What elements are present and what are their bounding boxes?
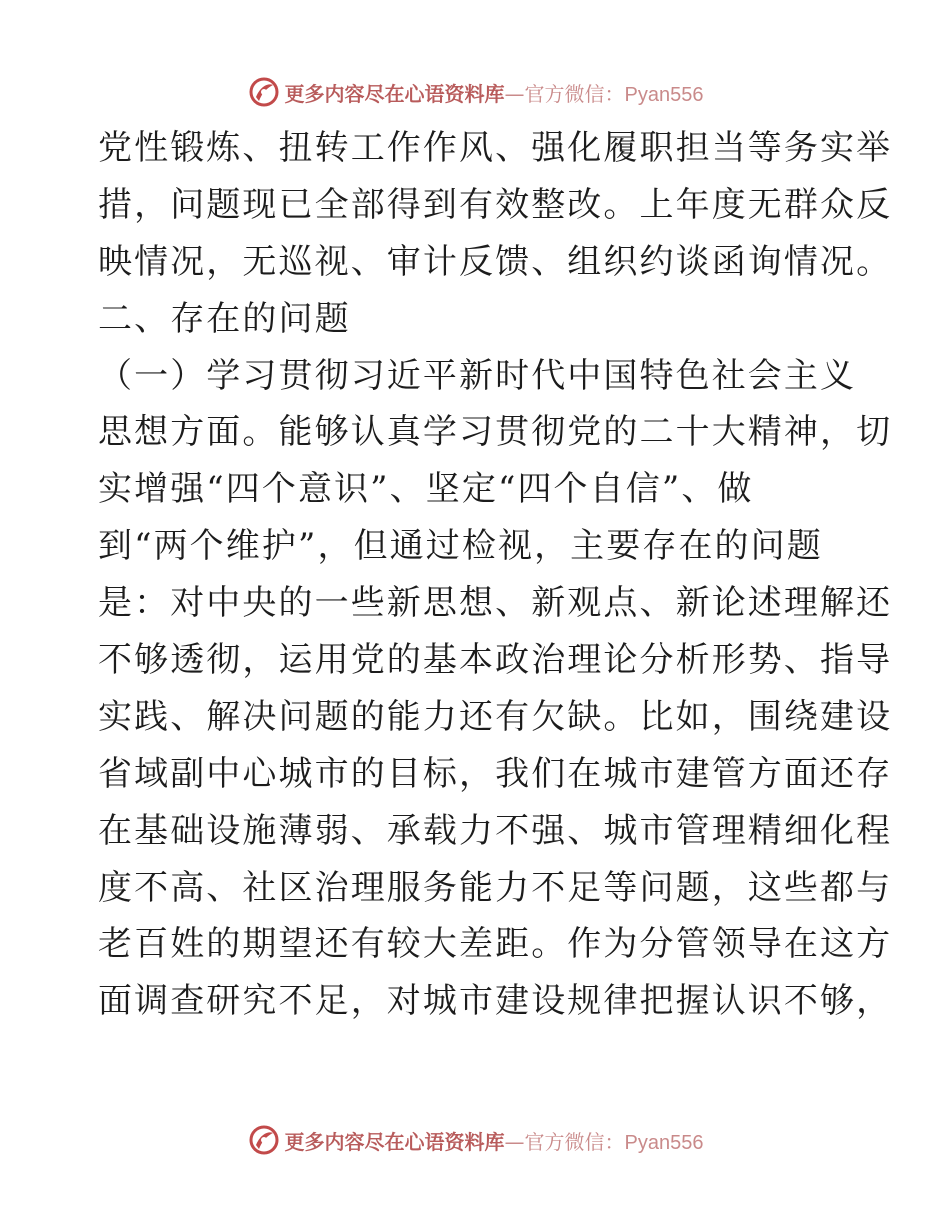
text-line: 在基础设施薄弱、承载力不强、城市管理精细化程	[98, 810, 893, 851]
text-line: 省域副中心城市的目标，我们在城市建管方面还存	[98, 753, 893, 794]
text-line: 措，问题现已全部得到有效整改。上年度无群众反	[98, 184, 893, 225]
logo-icon	[247, 1123, 281, 1157]
header-watermark	[0, 72, 950, 112]
footer-watermark	[0, 1120, 950, 1160]
section-heading: 二、存在的问题	[98, 298, 351, 339]
text-line: 不够透彻，运用党的基本政治理论分析形势、指导	[98, 640, 893, 681]
document-body	[98, 120, 893, 1030]
watermark-brand: 更多内容尽在心语资料库	[284, 1129, 505, 1154]
text-line: 映情况，无巡视、审计反馈、组织约谈函询情况。	[98, 241, 893, 282]
watermark-separator: —	[504, 1129, 525, 1154]
text-line: 是：对中央的一些新思想、新观点、新论述理解还	[98, 583, 893, 624]
watermark-account: Pyan556	[624, 83, 704, 106]
text-line: 实践、解决问题的能力还有欠缺。比如，围绕建设	[98, 696, 893, 737]
text-line: 老百姓的期望还有较大差距。作为分管领导在这方	[98, 924, 893, 965]
watermark-official: 官方微信：	[524, 81, 625, 106]
text-line: 面调查研究不足，对城市建设规律把握认识不够，	[98, 981, 893, 1022]
text-line: 实增强“四个意识”、坚定“四个自信”、做	[98, 469, 754, 510]
watermark-official: 官方微信：	[524, 1129, 625, 1154]
logo-icon	[247, 75, 281, 109]
text-line: 度不高、社区治理服务能力不足等问题，这些都与	[98, 867, 893, 908]
text-line: 党性锻炼、扭转工作作风、强化履职担当等务实举	[98, 128, 893, 168]
watermark-account: Pyan556	[624, 1131, 704, 1154]
watermark-text	[285, 78, 704, 107]
subsection-heading: （一）学习贯彻习近平新时代中国特色社会主义	[98, 355, 857, 396]
text-line: 到“两个维护”，但通过检视，主要存在的问题	[98, 526, 823, 567]
watermark-text	[285, 1126, 704, 1155]
text-line: 思想方面。能够认真学习贯彻党的二十大精神，切	[98, 412, 893, 453]
watermark-separator: —	[504, 81, 525, 106]
watermark-brand: 更多内容尽在心语资料库	[284, 81, 505, 106]
